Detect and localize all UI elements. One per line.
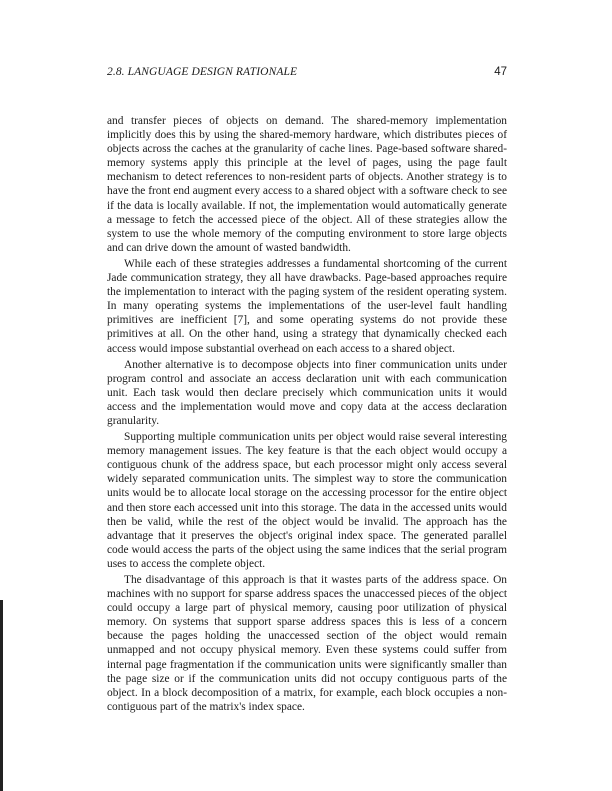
page-number: 47 <box>494 66 507 78</box>
paragraph-1: and transfer pieces of objects on demand. The shared-memory implementation implicitly does this by using the shared-memory hardware, which distributes pieces of objects across the caches at the granularity of cache lines. Page-based software shared-memory systems apply this principle at the level of pages, using the page fault mechanism to detect references to non-resident parts of objects. Another strategy is to have the front end augment every access to a shared object with a software check to see if the data is locally available. If not, the implementation would automatically generate a message to fetch the accessed piece of the object. All of these strategies allow the system to use the whole memory of the computing environment to store large objects and can drive down the amount of wasted bandwidth. <box>107 115 507 254</box>
body-text <box>107 114 507 716</box>
page-header <box>107 66 507 84</box>
scan-edge-shadow <box>0 600 3 791</box>
paragraph-2: While each of these strategies addresses a fundamental shortcoming of the current Jade communication strategy, they all have drawbacks. Page-based approaches require the implementation to interact with the paging system of the resident operating system. In many operating systems the implementations of the user-level fault handling primitives are inefficient [7], and some operating systems do not provide these primitives at all. On the other hand, using a strategy that dynamically checked each access would impose substantial overhead on each access to a shared object. <box>107 257 507 355</box>
paragraph-5: The disadvantage of this approach is that it wastes parts of the address space. On machines with no support for sparse address spaces the unaccessed pieces of the object could occupy a large part of physical memory, causing poor utilization of physical memory. On systems that support sparse address spaces this is less of a concern because the pages holding the unaccessed section of the object would remain unmapped and not occupy physical memory. Even these systems could suffer from internal page fragmentation if the communication units were significantly smaller than the page size or if the communication units did not occupy contiguous parts of the object. In a block decomposition of a matrix, for example, each block occupies a non-contiguous part of the matrix's index space. <box>107 574 507 713</box>
running-head: 2.8. LANGUAGE DESIGN RATIONALE <box>107 66 298 78</box>
paragraph-3: Another alternative is to decompose objects into finer communication units under program control and associate an access declaration unit with each communication unit. Each task would then declare precisely which communication units it would access and the implementation would move and copy data at the access declaration granularity. <box>107 358 507 427</box>
paragraph-4: Supporting multiple communication units per object would raise several interesting memory management issues. The key feature is that the each object would occupy a contiguous chunk of the address space, but each processor might only access several widely separated communication units. The simplest way to store the communication units would be to allocate local storage on the accessing processor for the entire object and then store each accessed unit into this storage. The data in the accessed units would then be valid, while the rest of the object would be invalid. The approach has the advantage that it preserves the object's original index space. The generated parallel code would access the parts of the object using the same indices that the serial program uses to access the complete object. <box>107 431 507 570</box>
